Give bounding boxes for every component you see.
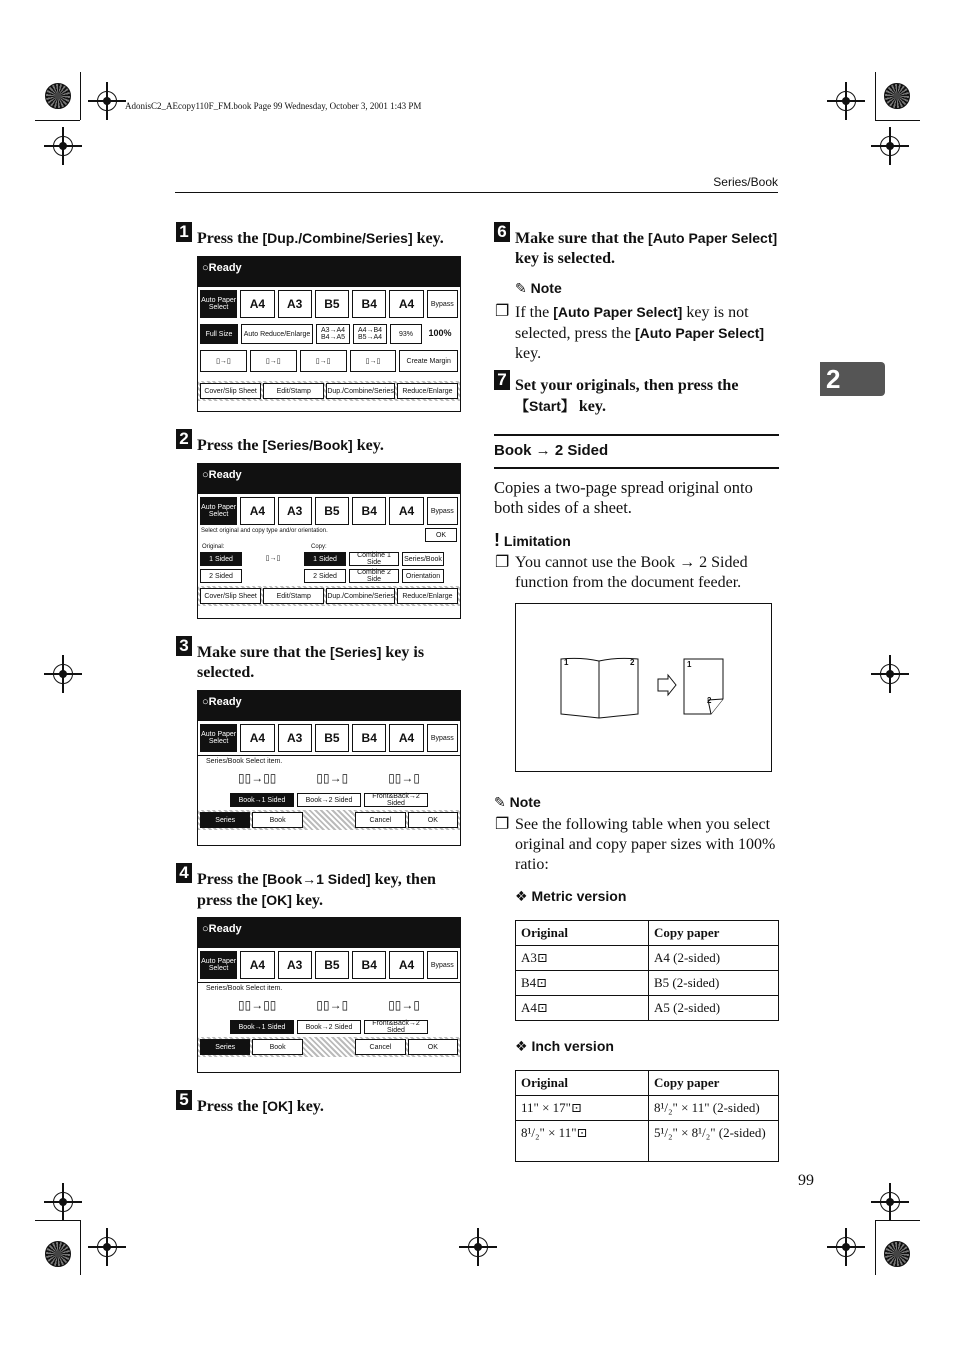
pencil-icon: ✎ <box>515 280 527 296</box>
table-header-cell: Copy paper <box>649 1071 779 1096</box>
table-header-cell: Original <box>516 921 649 946</box>
series-button[interactable]: Series <box>200 812 250 828</box>
book-diagrams: ▯▯→▯▯ ▯▯→▯ ▯▯→▯ <box>237 998 420 1012</box>
tab-edit-stamp[interactable]: Edit/Stamp <box>263 588 324 604</box>
front-back-2-sided-button[interactable]: Front&Back→2 Sided <box>364 1020 428 1034</box>
duplex-mode-2[interactable]: ▯→▯ <box>250 350 297 372</box>
ratio-button-2[interactable]: A4→B4 B5→A4 <box>353 324 387 344</box>
tray-5-button[interactable]: A4 <box>389 290 423 318</box>
step-5-text: Press the [OK] key. <box>197 1098 324 1115</box>
note-heading: ✎ Note <box>494 794 541 810</box>
book-illustration <box>516 604 771 771</box>
tab-cover-slip[interactable]: Cover/Slip Sheet <box>200 383 261 399</box>
ready-status: ○Ready <box>198 918 460 948</box>
inch-table <box>515 1070 779 1162</box>
bypass-button[interactable]: Bypass <box>427 497 458 525</box>
table-cell: A3⊡ <box>516 946 649 971</box>
registration-mark <box>53 136 73 156</box>
series-diagrams: ▯▯→▯▯ ▯▯→▯ ▯▯→▯ <box>237 771 420 785</box>
book-button[interactable]: Book <box>252 812 302 828</box>
tray-2-button[interactable]: A3 <box>278 290 312 318</box>
metric-table <box>515 920 779 1021</box>
tray-1-button[interactable]: A4 <box>240 497 274 525</box>
table-cell: A4 (2-sided) <box>649 946 779 971</box>
step-2-text: Press the [Series/Book] key. <box>197 437 384 454</box>
ratio-button-1[interactable]: A3→A4 B4→A5 <box>316 324 350 344</box>
tray-2-button[interactable]: A3 <box>278 724 312 752</box>
registration-mark <box>53 1192 73 1212</box>
table-row <box>516 996 779 1021</box>
step-number: 1 <box>176 222 192 242</box>
copy-label: Copy: <box>311 544 327 550</box>
table-cell: A5 (2-sided) <box>649 996 779 1021</box>
step-number: 5 <box>176 1090 192 1110</box>
duplex-mode-4[interactable]: ▯→▯ <box>350 350 397 372</box>
tab-reduce-enlarge[interactable]: Reduce/Enlarge <box>397 383 458 399</box>
tray-2-button[interactable]: A3 <box>278 497 312 525</box>
color-registration-mark <box>884 1241 910 1267</box>
registration-mark <box>880 136 900 156</box>
section-rule-bottom <box>494 467 779 469</box>
note-heading: ✎ Note <box>515 280 562 296</box>
copier-panel-book <box>197 917 461 1073</box>
table-row <box>516 946 779 971</box>
chapter-tab: 2 <box>820 362 885 396</box>
page-number: 99 <box>798 1172 814 1189</box>
tray-2-button[interactable]: A3 <box>278 951 312 979</box>
limitation-heading: ! Limitation <box>494 530 571 550</box>
figure-page-1: 1 <box>564 658 569 667</box>
color-registration-mark <box>45 83 71 109</box>
tray-4-button[interactable]: B4 <box>352 290 386 318</box>
ready-status: ○Ready <box>198 257 460 287</box>
checkbox-bullet-icon: ❐ <box>495 554 510 571</box>
registration-mark <box>836 91 856 111</box>
section-heading: Book → 2 Sided <box>494 442 609 459</box>
front-back-2-sided-button[interactable]: Front&Back→2 Sided <box>364 793 428 807</box>
file-info: AdonisC2_AEcopy110F_FM.book Page 99 Wednesday, October 3, 2001 1:43 PM <box>125 101 422 111</box>
zoom-readout: 100% <box>425 324 455 342</box>
pencil-icon: ✎ <box>494 794 506 810</box>
original-label: Original: <box>202 544 225 550</box>
diamond-bullet-icon: ❖ <box>515 1038 528 1054</box>
figure-copy-1: 1 <box>687 660 692 669</box>
diamond-bullet-icon: ❖ <box>515 888 528 904</box>
tray-4-button[interactable]: B4 <box>352 951 386 979</box>
bypass-button[interactable]: Bypass <box>427 951 458 979</box>
step-7-text: Set your originals, then press the 【Start】 key. <box>515 377 739 415</box>
tab-dup-combine-series[interactable]: Dup./Combine/Series <box>326 383 395 399</box>
tab-reduce-enlarge[interactable]: Reduce/Enlarge <box>397 588 458 604</box>
step-number: 2 <box>176 429 192 449</box>
ok-button[interactable]: OK <box>408 1039 458 1055</box>
figure-page-2: 2 <box>630 658 635 667</box>
book-button[interactable]: Book <box>252 1039 302 1055</box>
table-cell: A4⊡ <box>516 996 649 1021</box>
note-1-text: ❐ If the [Auto Paper Select] key is not selected, press the [Auto Paper Select] key. <box>495 303 765 362</box>
auto-reduce-button[interactable]: Auto Reduce/Enlarge <box>241 324 313 344</box>
book-1-sided-button[interactable]: Book→1 Sided <box>230 793 294 807</box>
book-2-sided-button[interactable]: Book→2 Sided <box>297 1020 361 1034</box>
tray-3-button[interactable]: B5 <box>315 724 349 752</box>
table-row <box>516 971 779 996</box>
tray-1-button[interactable]: A4 <box>240 724 274 752</box>
limitation-text: ❐ You cannot use the Book → 2 Sided function from the document feeder. <box>495 554 748 591</box>
table-cell: B4⊡ <box>516 971 649 996</box>
bypass-button[interactable]: Bypass <box>427 290 458 318</box>
table-cell: 8¹/₂" × 11" (2-sided) <box>649 1096 779 1121</box>
tab-cover-slip[interactable]: Cover/Slip Sheet <box>200 588 261 604</box>
auto-paper-select-button[interactable]: Auto Paper Select <box>200 497 237 525</box>
series-button[interactable]: Series <box>200 1039 250 1055</box>
duplex-mode-3[interactable]: ▯→▯ <box>300 350 347 372</box>
figure-copy-2: 2 <box>707 696 712 705</box>
copier-panel-duplex <box>197 463 461 619</box>
original-1-sided-button[interactable]: 1 Sided <box>200 552 242 566</box>
registration-mark <box>836 1237 856 1257</box>
registration-mark <box>880 1192 900 1212</box>
tray-3-button[interactable]: B5 <box>315 951 349 979</box>
select-message: Select original and copy type and/or orientation. <box>201 528 328 534</box>
book-to-2sided-figure <box>515 603 772 772</box>
exclamation-icon: ! <box>494 530 500 550</box>
duplex-mode-1[interactable]: ▯→▯ <box>200 350 247 372</box>
ok-button[interactable]: OK <box>425 528 457 542</box>
book-2-sided-button[interactable]: Book→2 Sided <box>297 793 361 807</box>
step-4-text: Press the [Book→1 Sided] key, then press the [OK] key. <box>197 871 436 909</box>
auto-paper-select-button[interactable]: Auto Paper Select <box>200 724 237 752</box>
combine-1-side-button[interactable]: Combine 1 Side <box>349 552 399 566</box>
section-rule-top <box>494 434 779 436</box>
step-number: 6 <box>494 222 510 242</box>
registration-mark <box>468 1237 488 1257</box>
checkbox-bullet-icon: ❐ <box>495 303 510 320</box>
step-number: 7 <box>494 370 510 390</box>
step-6-text: Make sure that the [Auto Paper Select] key is selected. <box>515 230 778 267</box>
table-header-row <box>516 921 779 946</box>
tray-5-button[interactable]: A4 <box>389 951 423 979</box>
auto-paper-select-button[interactable]: Auto Paper Select <box>200 290 237 318</box>
step-number: 4 <box>176 863 192 883</box>
tab-dup-combine-series[interactable]: Dup./Combine/Series <box>326 588 395 604</box>
step-3-text: Make sure that the [Series] key is selected. <box>197 644 425 681</box>
color-registration-mark <box>45 1241 71 1267</box>
color-registration-mark <box>884 83 910 109</box>
table-row <box>516 1121 779 1162</box>
registration-mark <box>53 664 73 684</box>
tab-edit-stamp[interactable]: Edit/Stamp <box>263 383 324 399</box>
table-header-row <box>516 1071 779 1096</box>
tray-3-button[interactable]: B5 <box>315 290 349 318</box>
inch-heading: ❖ Inch version <box>515 1038 614 1054</box>
series-book-title: Series/Book Select item. <box>198 982 460 994</box>
registration-mark <box>880 664 900 684</box>
tray-1-button[interactable]: A4 <box>240 951 274 979</box>
tray-1-button[interactable]: A4 <box>240 290 274 318</box>
table-header-cell: Original <box>516 1071 649 1096</box>
copy-2-sided-button[interactable]: 2 Sided <box>304 569 346 583</box>
copier-panel-main <box>197 256 461 412</box>
book-1-sided-button[interactable]: Book→1 Sided <box>230 1020 294 1034</box>
section-description: Copies a two-page spread original onto both sides of a sheet. <box>494 478 753 517</box>
header-rule <box>175 192 778 193</box>
table-cell: 5¹/₂" × 8¹/₂" (2-sided) <box>649 1121 779 1162</box>
tray-4-button[interactable]: B4 <box>352 724 386 752</box>
tray-3-button[interactable]: B5 <box>315 497 349 525</box>
cancel-button[interactable]: Cancel <box>355 812 405 828</box>
ready-status: ○Ready <box>198 464 460 494</box>
registration-mark <box>97 91 117 111</box>
auto-paper-select-button[interactable]: Auto Paper Select <box>200 951 237 979</box>
ratio-button-3[interactable]: 93% <box>390 324 422 344</box>
metric-heading: ❖ Metric version <box>515 888 627 904</box>
copy-1-sided-button[interactable]: 1 Sided <box>304 552 346 566</box>
table-row <box>516 1096 779 1121</box>
registration-mark <box>97 1237 117 1257</box>
table-cell: B5 (2-sided) <box>649 971 779 996</box>
tray-4-button[interactable]: B4 <box>352 497 386 525</box>
orientation-button[interactable]: Orientation <box>402 569 444 583</box>
duplex-diagram: ▯→▯ <box>245 552 301 564</box>
ok-button[interactable]: OK <box>408 812 458 828</box>
ready-status: ○Ready <box>198 691 460 721</box>
table-cell: 11" × 17"⊡ <box>516 1096 649 1121</box>
combine-2-side-button[interactable]: Combine 2 Side <box>349 569 399 583</box>
note-2-text: ❐ See the following table when you select original and copy paper sizes with 100% ratio: <box>495 816 776 873</box>
cancel-button[interactable]: Cancel <box>355 1039 405 1055</box>
table-header-cell: Copy paper <box>649 921 779 946</box>
full-size-button[interactable]: Full Size <box>200 324 238 344</box>
step-1-text: Press the [Dup./Combine/Series] key. <box>197 230 444 247</box>
series-book-button[interactable]: Series/Book <box>402 552 444 566</box>
running-header: Series/Book <box>713 175 778 189</box>
checkbox-bullet-icon: ❐ <box>495 816 510 833</box>
series-book-title: Series/Book Select item. <box>198 755 460 767</box>
create-margin-button[interactable]: Create Margin <box>399 350 458 372</box>
bypass-button[interactable]: Bypass <box>427 724 458 752</box>
step-number: 3 <box>176 636 192 656</box>
tray-5-button[interactable]: A4 <box>389 497 423 525</box>
copier-panel-series <box>197 690 461 846</box>
table-cell: 8¹/₂" × 11"⊡ <box>516 1121 649 1162</box>
original-2-sided-button[interactable]: 2 Sided <box>200 569 242 583</box>
tray-5-button[interactable]: A4 <box>389 724 423 752</box>
